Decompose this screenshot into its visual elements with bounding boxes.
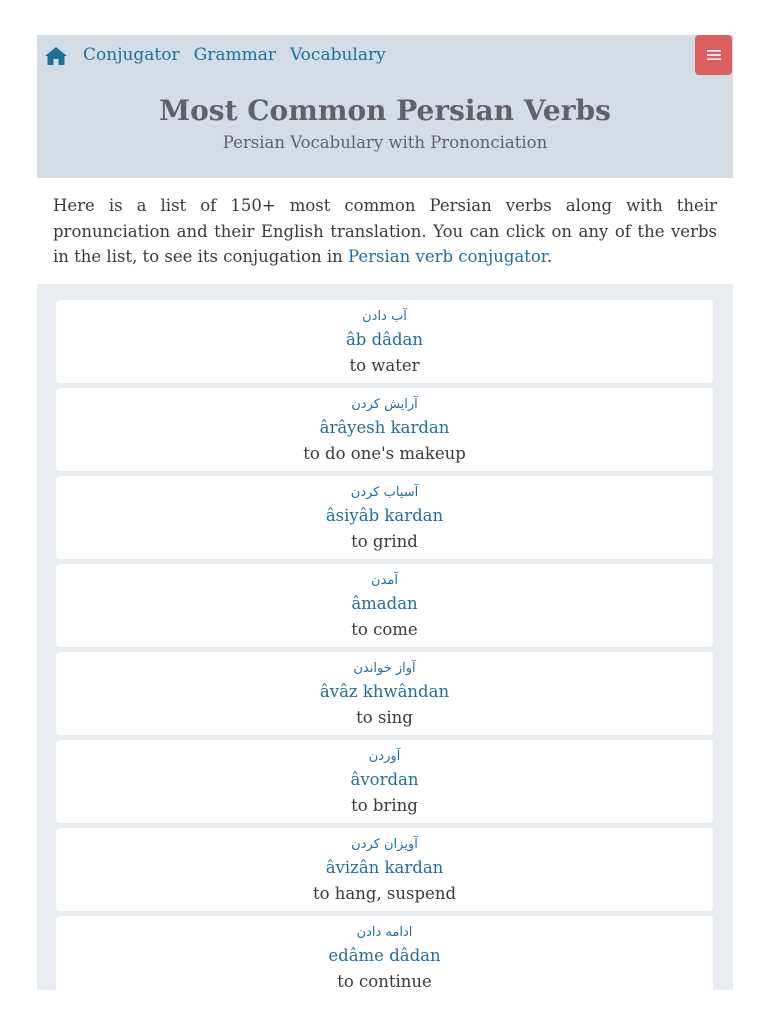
- verb-card[interactable]: [56, 564, 713, 647]
- verb-english: to come: [351, 619, 418, 639]
- verb-card[interactable]: [56, 740, 713, 823]
- verb-transliteration: âmadan: [351, 593, 418, 613]
- menu-button[interactable]: [695, 35, 732, 75]
- verb-card[interactable]: [56, 916, 713, 991]
- verb-transliteration: ârâyesh kardan: [319, 417, 450, 437]
- verb-persian: آوردن: [368, 748, 401, 764]
- verb-persian: آب دادن: [362, 308, 407, 324]
- hamburger-menu-icon: [707, 49, 721, 61]
- verb-transliteration: âsiyâb kardan: [325, 505, 444, 525]
- verb-card[interactable]: [56, 652, 713, 735]
- verb-transliteration: âvordan: [350, 769, 419, 789]
- verb-card[interactable]: [56, 388, 713, 471]
- verb-transliteration: âvâz khwândan: [319, 681, 450, 701]
- intro-text: Here is a list of 150+ most common Persian verbs along with their pronunciation and their English translation. You can click on any of the verbs in the list, to see its conjugation in: [53, 196, 717, 266]
- verb-english: to continue: [337, 971, 432, 990]
- verb-list: [37, 284, 733, 991]
- verb-english: to hang, suspend: [312, 883, 457, 903]
- verb-english: to sing: [356, 707, 413, 727]
- intro-text-end: .: [546, 247, 553, 266]
- page-header: [37, 76, 733, 178]
- verb-english: to grind: [351, 531, 418, 551]
- verb-persian: آواز خواندن: [353, 660, 416, 676]
- verb-english: to water: [349, 355, 420, 375]
- navbar: [37, 35, 733, 76]
- verb-transliteration: edâme dâdan: [328, 945, 441, 965]
- verb-persian: آمدن: [371, 572, 398, 588]
- page-subtitle: Persian Vocabulary with Prononciation: [222, 133, 548, 152]
- verb-english: to bring: [351, 795, 418, 815]
- verb-english: to do one's makeup: [303, 443, 466, 463]
- verb-card[interactable]: [56, 300, 713, 383]
- nav-link-vocabulary[interactable]: Vocabulary: [289, 45, 386, 65]
- verb-persian: آویزان کردن: [351, 836, 418, 852]
- verb-card[interactable]: [56, 476, 713, 559]
- verb-transliteration: âvizân kardan: [325, 857, 444, 877]
- page-container: [37, 35, 733, 990]
- verb-card[interactable]: [56, 828, 713, 911]
- intro-paragraph: [37, 178, 733, 284]
- verb-transliteration: âb dâdan: [345, 329, 424, 349]
- verb-persian: آسیاب کردن: [350, 484, 419, 500]
- verb-conjugator-link[interactable]: Persian verb conjugator: [348, 247, 547, 266]
- nav-link-conjugator[interactable]: Conjugator: [83, 45, 180, 65]
- page-title: Most Common Persian Verbs: [159, 94, 611, 127]
- nav-link-grammar[interactable]: Grammar: [193, 45, 276, 65]
- verb-persian: آرایش کردن: [351, 396, 418, 412]
- verb-persian: ادامه دادن: [356, 924, 413, 940]
- home-icon[interactable]: [44, 45, 69, 67]
